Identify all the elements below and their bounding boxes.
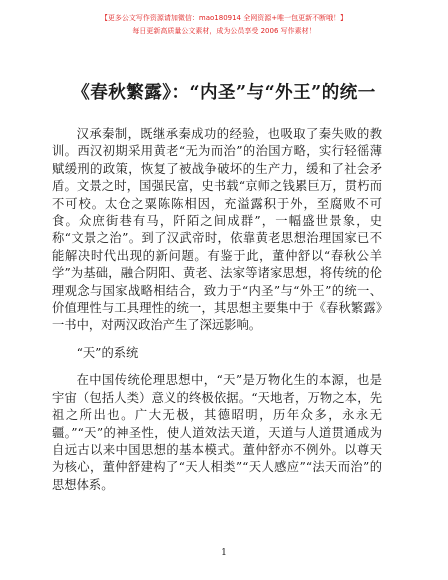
document-body — [52, 126, 382, 494]
document-title: 《春秋繁露》：“内圣”与“外王”的统一 — [72, 83, 376, 103]
page-number: 1 — [221, 548, 227, 558]
promo-banner — [0, 12, 448, 38]
section-heading: “天”的系统 — [76, 345, 139, 360]
promo-banner-line-2: 每日更新高质量公文素材，成为公员享受 2006 写作素材！ — [132, 27, 316, 35]
paragraph-intro: 汉承秦制，既继承秦成功的经验，也吸取了秦失败的教训。西汉初期采用黄老“无为而治”的治国方略，实行轻徭薄赋缓刑的政策，恢复了被战争破坏的生产力，缓和了社会矛盾。文景之时，国强民富，史书载“京师之钱累巨万，贯朽而不可校。太仓之粟陈陈相因，充溢露积于外，至腐败不可食。众庶街巷有马，阡陌之间成群”，一幅盛世景象，史称“文景之治”。到了汉武帝时，依靠黄老思想治理国家已不能解决时代出现的新问题。有鉴于此，董仲舒以“春秋公羊学”为基础，融合阴阳、黄老、法家等诸家思想，将传统的伦理观念与国家战略相结合，致力于“内圣”与“外王”的统一、价值理性与工具理性的统一，其思想主要集中于《春秋繁露》一书中，对两汉政治产生了深远影响。 — [52, 127, 382, 333]
paragraph-heaven: 在中国传统伦理思想中，“天”是万物化生的本源，也是宇宙（包括人类）意义的终极依据。“天地者，万物之本，先祖之所出也。广大无极，其德昭明，历年众多，永永无疆。”“天”的神圣性，使人道效法天道，天道与人道贯通成为自远古以来中国思想的基本模式。董仲舒亦不例外。以尊天为核心，董仲舒建构了“天人相类”“天人感应”“法天而治”的思想体系。 — [52, 373, 382, 492]
promo-banner-line-1: 【更多公文写作资源请加微信：mao180914 全网资源+唯一包更新不断哦！】 — [100, 14, 348, 22]
